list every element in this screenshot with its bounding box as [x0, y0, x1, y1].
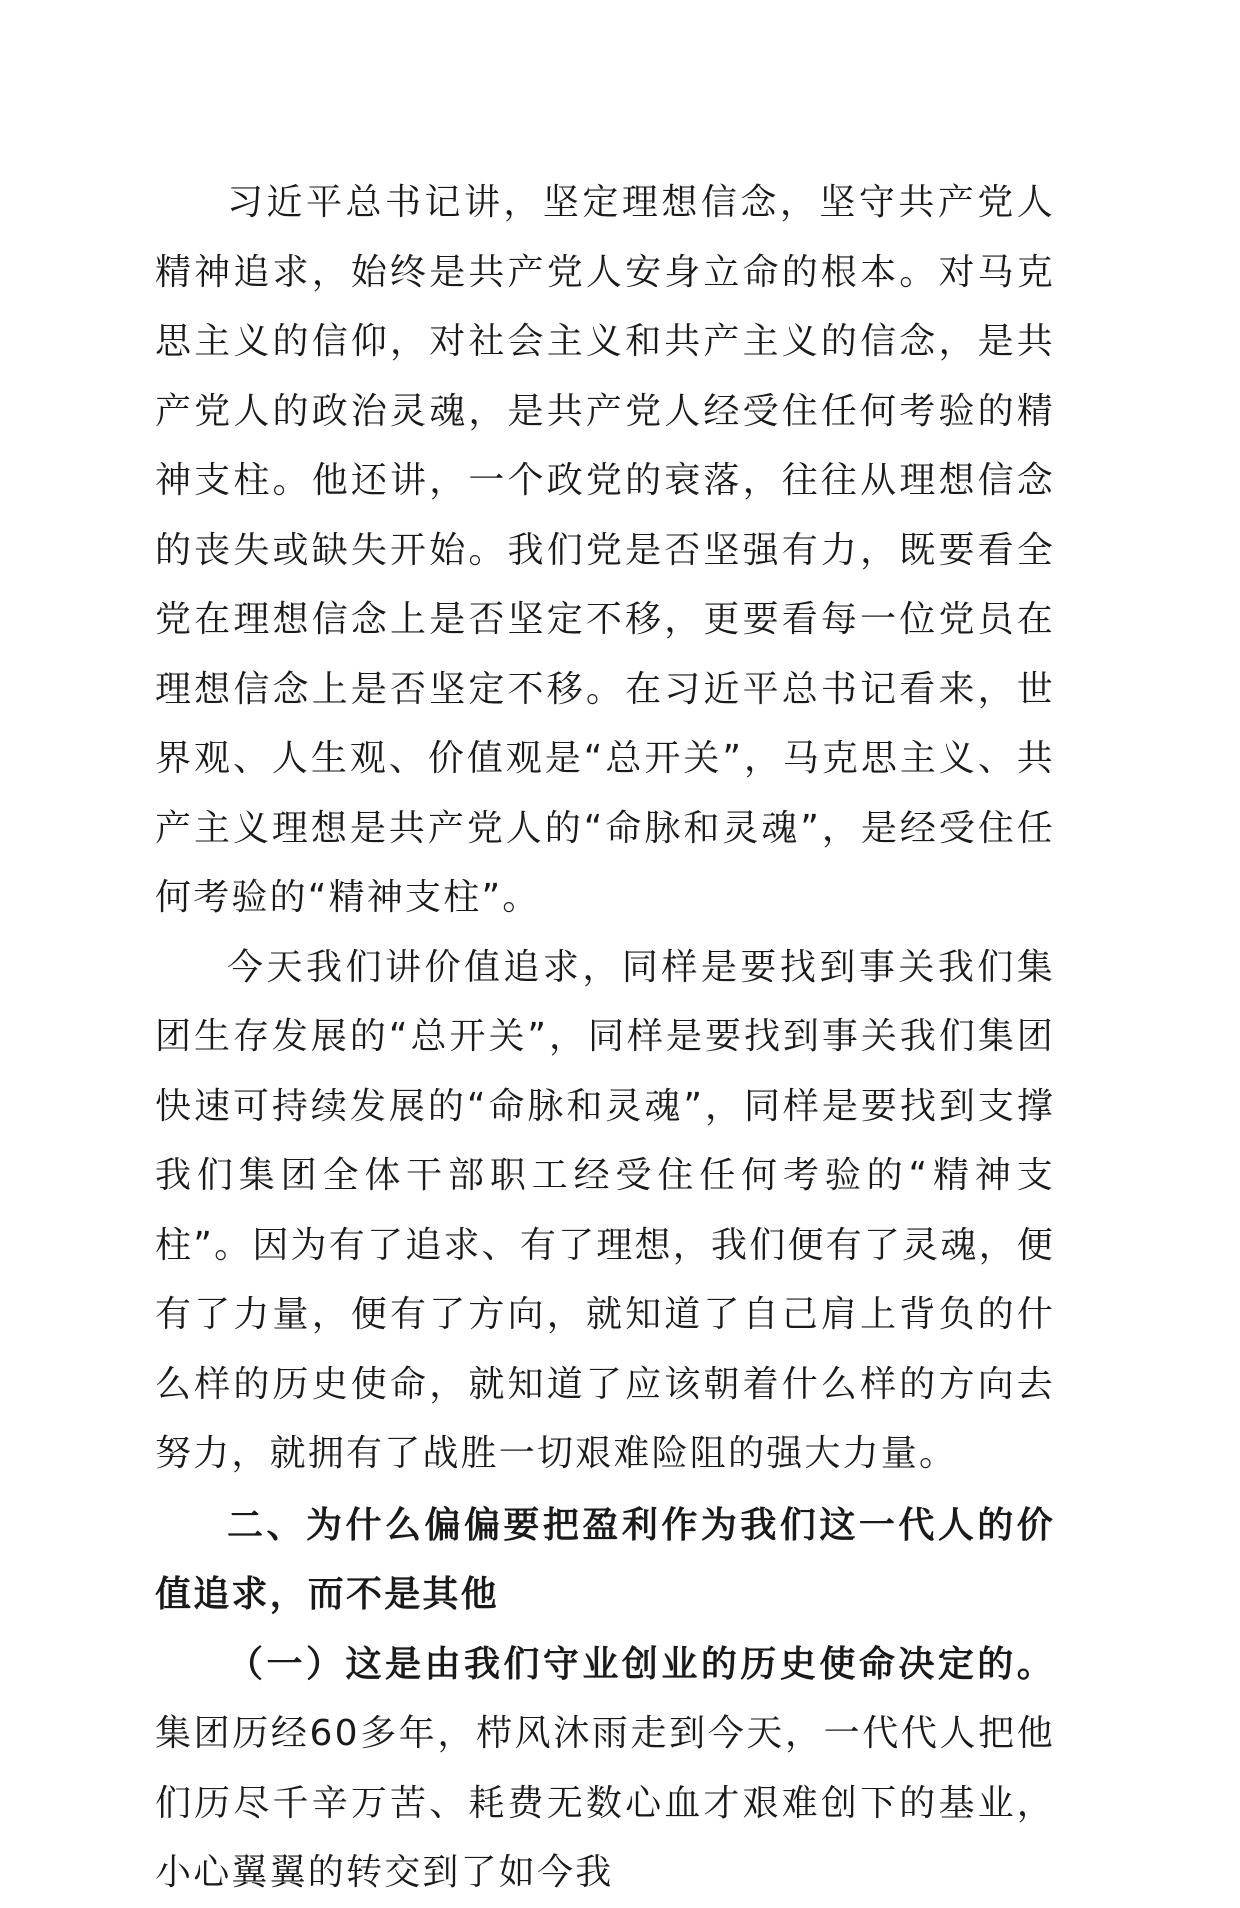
section-heading: 二、为什么偏偏要把盈利作为我们这一代人的价值追求，而不是其他 [155, 1504, 1055, 1615]
subsection-bold-lead: （一）这是由我们守业创业的历史使命决定的。 [227, 1643, 1055, 1685]
paragraph-ideals: 习近平总书记讲，坚定理想信念，坚守共产党人精神追求，始终是共产党人安身立命的根本。对马克思主义的信仰，对社会主义和共产主义的信念，是共产党人的政治灵魂，是共产党人经受住任何考验的精神支柱。他还讲，一个政党的衰落，往往从理想信念的丧失或缺失开始。我们党是否坚强有力，既要看全党在理想信念上是否坚定不移，更要看每一位党员在理想信念上是否坚定不移。在习近平总书记看来，世界观、人生观、价值观是“总开关”，马克思主义、共产主义理想是共产党人的“命脉和灵魂”，是经受住任何考验的“精神支柱”。 [155, 182, 1055, 918]
paragraph-value-pursuit: 今天我们讲价值追求，同样是要找到事关我们集团生存发展的“总开关”，同样是要找到事关我们集团快速可持续发展的“命脉和灵魂”，同样是要找到支撑我们集团全体干部职工经受住任何考验的“精神支柱”。因为有了追求、有了理想，我们便有了灵魂，便有了力量，便有了方向，就知道了自己肩上背负的什么样的历史使命，就知道了应该朝着什么样的方向去努力，就拥有了战胜一切艰难险阻的强大力量。 [155, 946, 1055, 1474]
subsection-text: 集团历经60多年，栉风沐雨走到今天，一代代人把他们历尽千辛万苦、耗费无数心血才艰难创下的基业，小心翼翼的转交到了如今我 [155, 1713, 1055, 1893]
subsection-paragraph [155, 1630, 1055, 1908]
document-body [155, 168, 1055, 1908]
